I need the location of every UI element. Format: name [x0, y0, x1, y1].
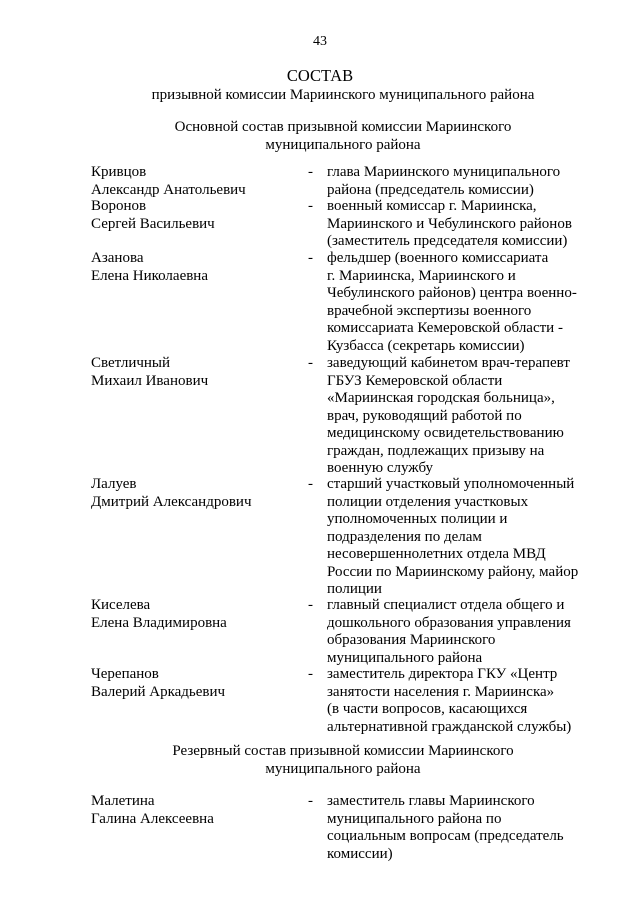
member-role — [327, 198, 587, 251]
role-line: (в части вопросов, касающихся — [327, 701, 528, 717]
separator-dash: - — [308, 476, 313, 492]
role-line: Мариинского и Чебулинского районов — [327, 215, 572, 232]
heading-line: Основной состав призывной комиссии Мариинского — [174, 119, 512, 135]
role-line: муниципального района по — [327, 810, 502, 827]
role-line: дошкольного образования управления — [327, 614, 571, 631]
separator-dash: - — [308, 198, 313, 214]
role-line: глава Мариинского муниципального — [327, 164, 561, 180]
role-line: альтернативной гражданской службы) — [327, 718, 572, 735]
role-line: граждан, подлежащих призыву на — [327, 442, 545, 459]
role-line: ГБУЗ Кемеровской области — [327, 372, 503, 389]
page-number: 43 — [313, 34, 327, 49]
role-line: г. Мариинска, Мариинского и — [327, 267, 516, 284]
member-name — [91, 666, 301, 701]
reserve-section-heading — [0, 742, 640, 778]
role-line: военный комиссар г. Мариинска, — [327, 198, 537, 214]
role-line: образования Мариинского — [327, 632, 496, 648]
document-subtitle: призывной комиссии Мариинского муниципального района — [151, 87, 535, 103]
role-line: комиссариата Кемеровской области - — [327, 320, 563, 336]
role-line: «Мариинская городская больница», — [327, 390, 555, 406]
role-line: муниципального района — [327, 649, 483, 666]
separator-dash: - — [308, 666, 313, 682]
member-surname: Азанова — [91, 250, 144, 266]
member-role — [327, 476, 587, 599]
separator-dash: - — [308, 164, 313, 180]
member-role — [327, 597, 587, 667]
member-given-names: Галина Алексеевна — [91, 810, 214, 827]
role-line: Кузбасса (секретарь комиссии) — [327, 337, 525, 354]
member-name — [91, 250, 301, 285]
role-line: заместитель директора ГКУ «Центр — [327, 666, 558, 682]
member-surname: Киселева — [91, 597, 151, 613]
role-line: (заместитель председателя комиссии) — [327, 233, 568, 249]
role-line: врач, руководящий работой по — [327, 407, 522, 424]
member-name — [91, 355, 301, 390]
member-role — [327, 250, 587, 355]
member-given-names: Сергей Васильевич — [91, 215, 215, 232]
separator-dash: - — [308, 597, 313, 613]
member-role — [327, 666, 587, 736]
separator-dash: - — [308, 355, 313, 371]
member-surname: Малетина — [91, 793, 155, 809]
member-surname: Кривцов — [91, 164, 147, 180]
member-given-names: Михаил Иванович — [91, 372, 209, 389]
role-line: фельдшер (военного комиссариата — [327, 250, 549, 266]
role-line: главный специалист отдела общего и — [327, 597, 565, 613]
member-role — [327, 793, 587, 863]
heading-line: муниципального района — [265, 137, 421, 153]
role-line: социальным вопросам (председатель — [327, 828, 564, 844]
role-line: военную службу — [327, 460, 434, 476]
main-section-heading — [0, 118, 640, 154]
role-line: несовершеннолетних отдела МВД — [327, 546, 546, 562]
role-line: Чебулинского районов) центра военно- — [327, 285, 577, 301]
member-surname: Лалуев — [91, 476, 137, 492]
role-line: полиции — [327, 581, 382, 597]
role-line: медицинскому освидетельствованию — [327, 425, 564, 441]
member-given-names: Елена Николаевна — [91, 267, 208, 284]
member-name — [91, 793, 301, 828]
role-line: России по Мариинскому району, майор — [327, 563, 579, 580]
role-line: комиссии) — [327, 845, 393, 862]
role-line: занятости населения г. Мариинска» — [327, 683, 555, 700]
member-given-names: Валерий Аркадьевич — [91, 683, 226, 700]
role-line: полиции отделения участковых — [327, 493, 529, 510]
role-line: уполномоченных полиции и — [327, 511, 508, 527]
member-surname: Светличный — [91, 355, 171, 371]
member-name — [91, 164, 301, 199]
member-surname: Черепанов — [91, 666, 159, 682]
separator-dash: - — [308, 250, 313, 266]
member-name — [91, 476, 301, 511]
member-given-names: Александр Анатольевич — [91, 181, 246, 198]
member-given-names: Елена Владимировна — [91, 614, 227, 631]
heading-line: Резервный состав призывной комиссии Мариинского — [172, 743, 514, 759]
member-surname: Воронов — [91, 198, 147, 214]
role-line: заместитель главы Мариинского — [327, 793, 535, 809]
role-line: подразделения по делам — [327, 528, 482, 545]
member-given-names: Дмитрий Александрович — [91, 493, 252, 510]
document-title: СОСТАВ — [286, 66, 354, 85]
role-line: старший участковый уполномоченный — [327, 476, 575, 492]
member-name — [91, 597, 301, 632]
separator-dash: - — [308, 793, 313, 809]
member-role — [327, 355, 587, 478]
role-line: заведующий кабинетом врач-терапевт — [327, 355, 570, 371]
role-line: врачебной экспертизы военного — [327, 302, 532, 319]
member-role — [327, 164, 587, 199]
role-line: района (председатель комиссии) — [327, 181, 534, 198]
member-name — [91, 198, 301, 233]
heading-line: муниципального района — [265, 761, 421, 777]
